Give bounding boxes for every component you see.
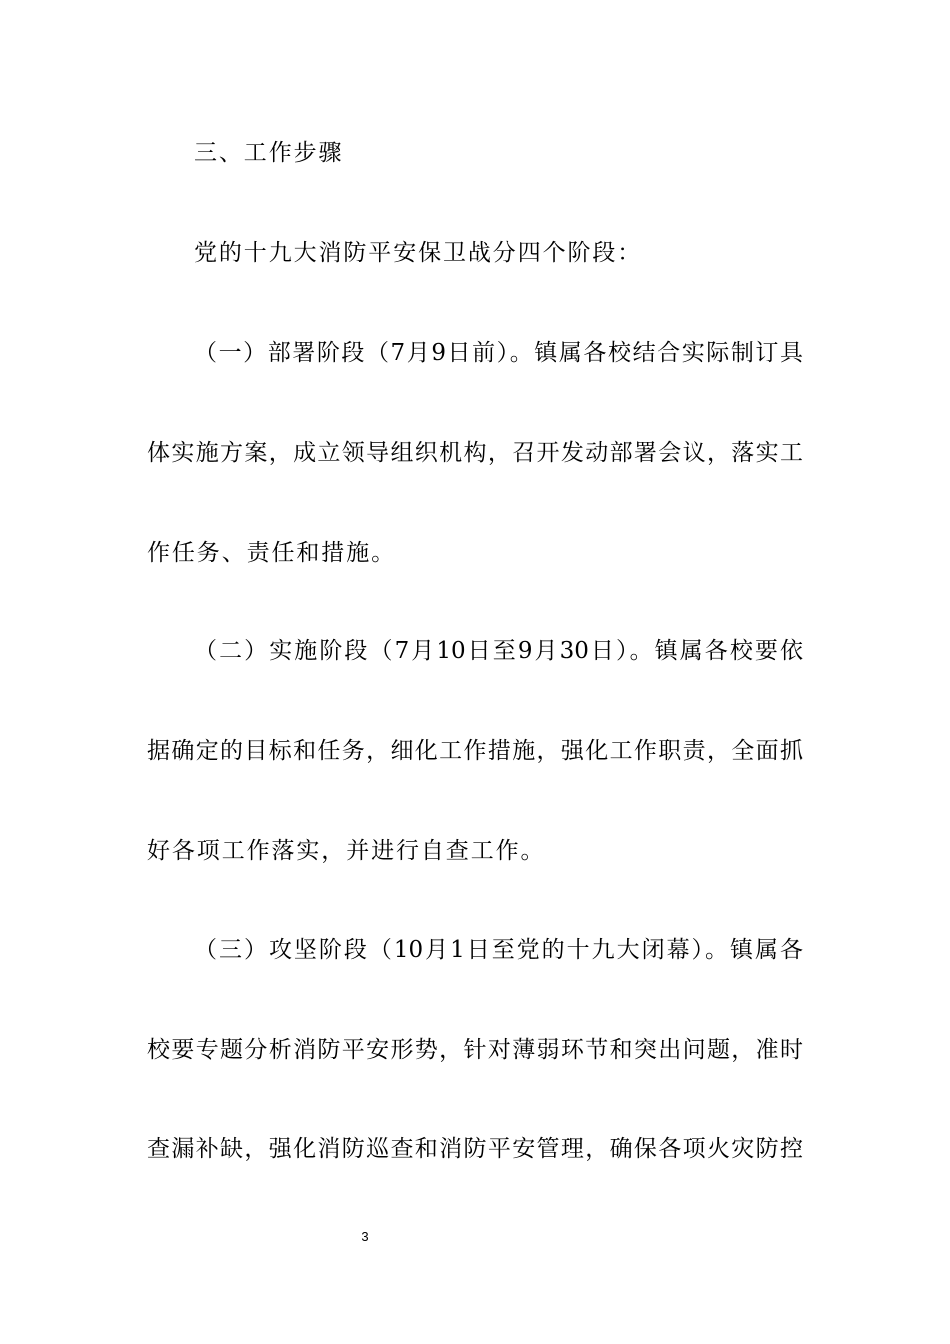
paragraph-line: 据确定的目标和任务，细化工作措施，强化工作职责，全面抓: [147, 738, 803, 764]
paragraph-line: 查漏补缺，强化消防巡查和消防平安管理，确保各项火灾防控: [147, 1136, 803, 1162]
paragraph-line: 好各项工作落实，并进行自查工作。: [147, 838, 546, 864]
paragraph-line: （三）攻坚阶段（10月1日至党的十九大闭幕）。镇属各: [194, 937, 803, 963]
paragraph-line: 体实施方案，成立领导组织机构，召开发动部署会议，落实工: [147, 440, 803, 466]
paragraph-line: （二）实施阶段（7月10日至9月30日）。镇属各校要依: [194, 638, 803, 664]
page-number: 3: [361, 1229, 369, 1244]
intro-paragraph: 党的十九大消防平安保卫战分四个阶段：: [194, 240, 643, 266]
paragraph-line: 作任务、责任和措施。: [147, 540, 396, 566]
paragraph-line: 校要专题分析消防平安形势，针对薄弱环节和突出问题，准时: [147, 1037, 803, 1063]
paragraph-line: （一）部署阶段（7月9日前）。镇属各校结合实际制订具: [194, 340, 803, 366]
section-heading: 三、工作步骤: [194, 140, 344, 166]
